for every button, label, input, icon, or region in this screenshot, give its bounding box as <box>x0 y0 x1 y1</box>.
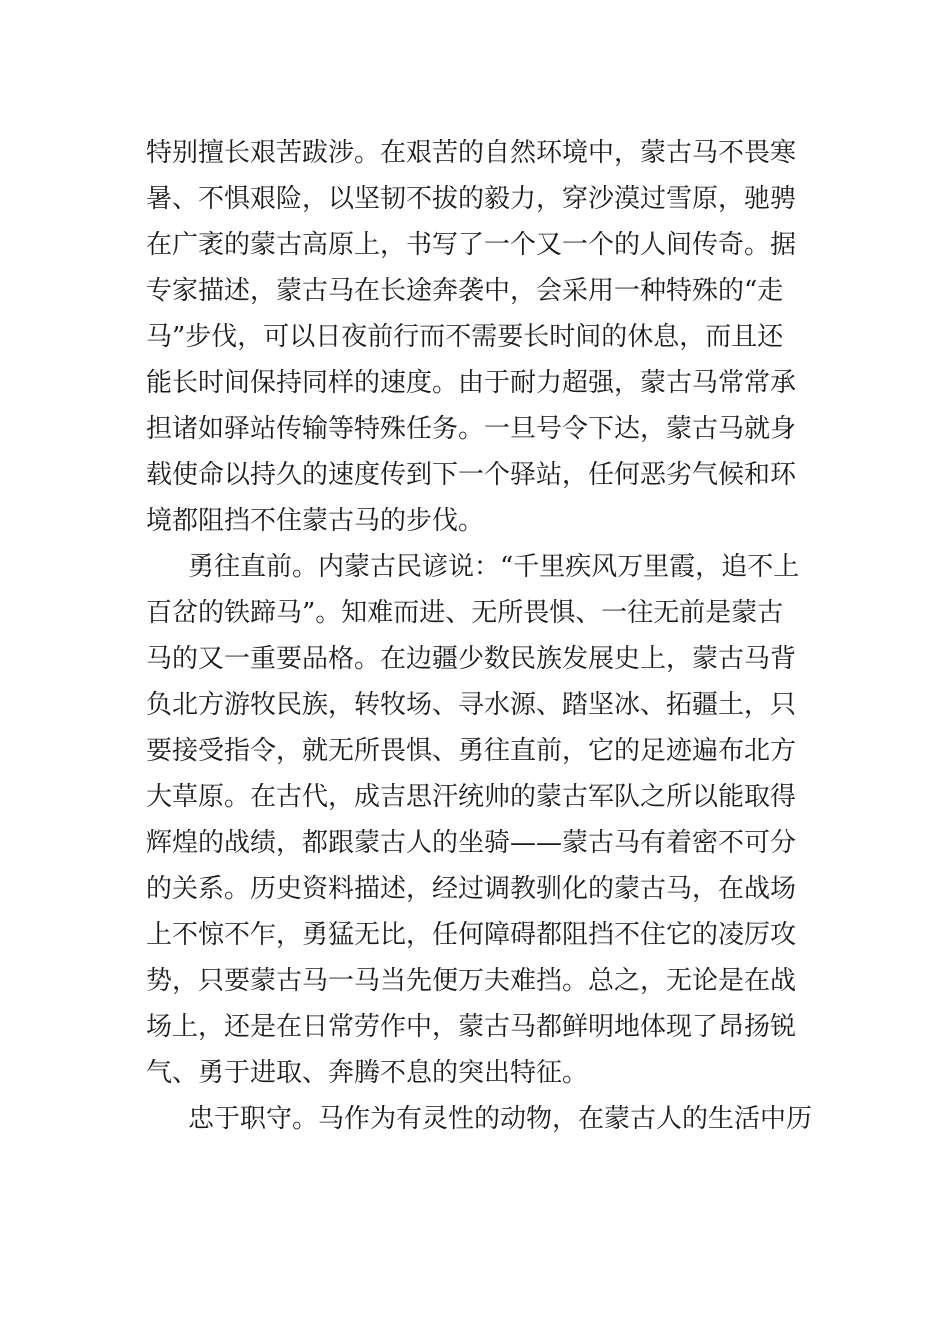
text-line: 百岔的铁蹄马”。知难而进、无所畏惧、一往无前是蒙古 <box>146 598 784 628</box>
body-text <box>146 130 816 1142</box>
text-line: 能长时间保持同样的速度。由于耐力超强，蒙古马常常承 <box>146 368 797 398</box>
text-line: 载使命以持久的速度传到下一个驿站，任何恶劣气候和环 <box>146 460 797 490</box>
text-line: 在广袤的蒙古高原上，书写了一个又一个的人间传奇。据 <box>146 230 797 260</box>
paragraph-start-line: 忠于职守。马作为有灵性的动物，在蒙古人的生活中历 <box>188 1104 813 1134</box>
text-line: 势，只要蒙古马一马当先便万夫难挡。总之，无论是在战 <box>146 966 797 996</box>
text-line: 大草原。在古代，成吉思汗统帅的蒙古军队之所以能取得 <box>146 782 797 812</box>
text-line: 马的又一重要品格。在边疆少数民族发展史上，蒙古马背 <box>146 644 797 674</box>
text-line: 马”步伐，可以日夜前行而不需要长时间的休息，而且还 <box>146 322 784 352</box>
text-line: 气、勇于进取、奔腾不息的突出特征。 <box>146 1058 589 1088</box>
text-line: 辉煌的战绩，都跟蒙古人的坐骑——蒙古马有着密不可分 <box>146 828 797 858</box>
text-line: 暑、不惧艰险，以坚韧不拔的毅力，穿沙漠过雪原，驰骋 <box>146 184 797 214</box>
text-line: 负北方游牧民族，转牧场、寻水源、踏坚冰、拓疆土，只 <box>146 690 797 720</box>
text-line: 特别擅长艰苦跋涉。在艰苦的自然环境中，蒙古马不畏寒 <box>146 138 797 168</box>
text-line: 专家描述，蒙古马在长途奔袭中，会采用一种特殊的“走 <box>146 276 784 306</box>
text-line: 要接受指令，就无所畏惧、勇往直前，它的足迹遍布北方 <box>146 736 797 766</box>
text-line: 场上，还是在日常劳作中，蒙古马都鲜明地体现了昂扬锐 <box>146 1012 797 1042</box>
text-line: 的关系。历史资料描述，经过调教驯化的蒙古马，在战场 <box>146 874 797 904</box>
paragraph-start-line: 勇往直前。内蒙古民谚说：“千里疾风万里霞，追不上 <box>188 552 800 582</box>
text-line: 上不惊不乍，勇猛无比，任何障碍都阻挡不住它的凌厉攻 <box>146 920 797 950</box>
text-line: 担诸如驿站传输等特殊任务。一旦号令下达，蒙古马就身 <box>146 414 797 444</box>
text-line: 境都阻挡不住蒙古马的步伐。 <box>146 506 485 536</box>
